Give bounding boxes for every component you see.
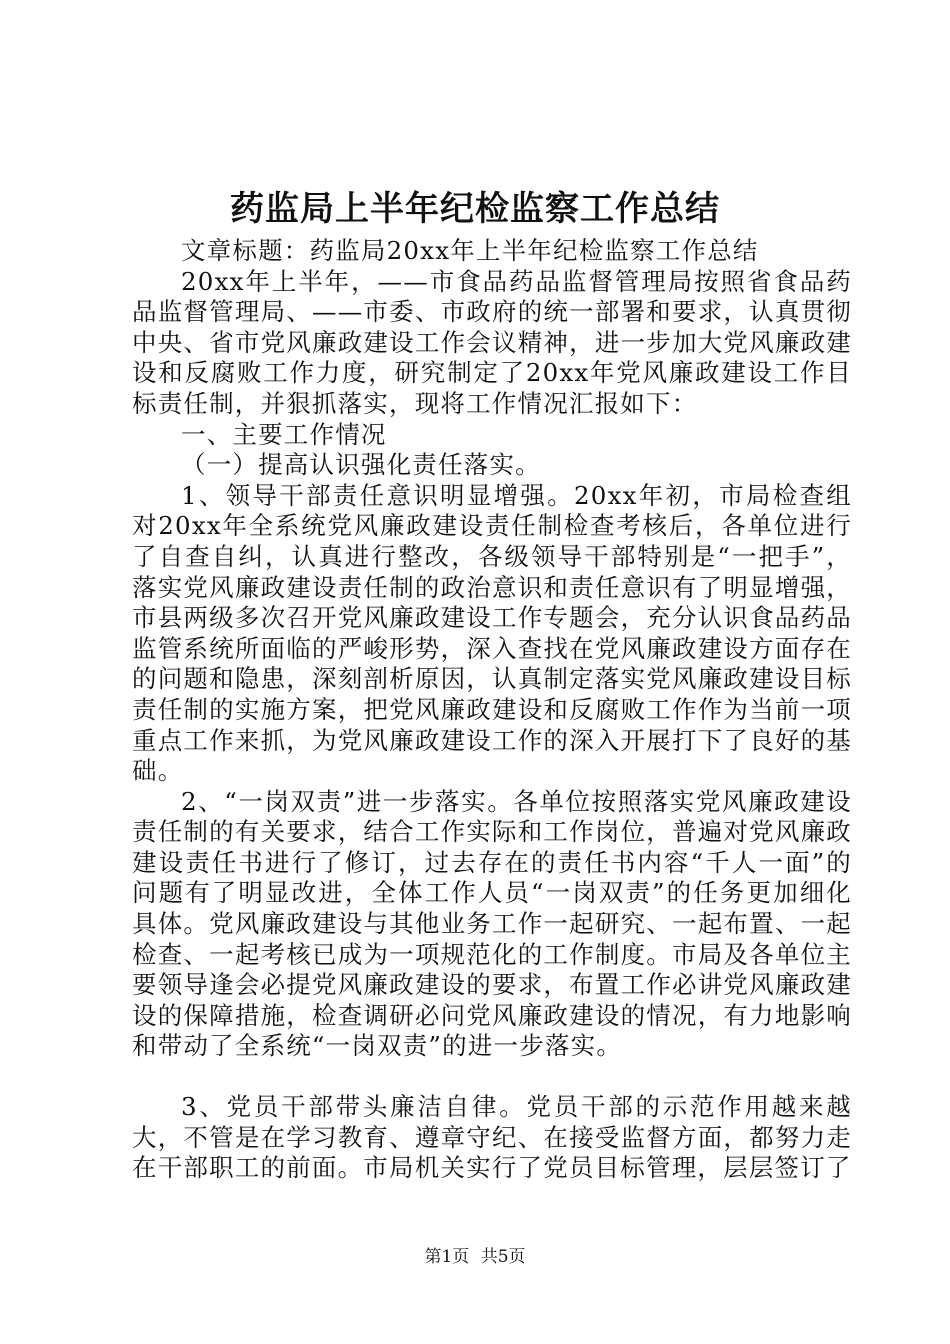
document-body xyxy=(132,236,852,1184)
body-paragraph: 1、领导干部责任意识明显增强。20xx年初，市局检查组对20xx年全系统党风廉政建设责任制检查考核后，各单位进行了自查自纠，认真进行整改，各级领导干部特别是“一把手”，落实党风廉政建设责任制的政治意识和责任意识有了明显增强，市县两级多次召开党风廉政建设工作专题会，充分认识食品药品监管系统所面临的严峻形势，深入查找在党风廉政建设方面存在的问题和隐患，深刻剖析原因，认真制定落实党风廉政建设目标责任制的实施方案，把党风廉政建设和反腐败工作作为当前一项重点工作来抓，为党风廉政建设工作的深入开展打下了良好的基础。 xyxy=(132,480,852,786)
subsection-heading: （一）提高认识强化责任落实。 xyxy=(181,450,541,480)
section-heading: 一、主要工作情况 xyxy=(181,419,387,449)
document-title: 药监局上半年纪检监察工作总结 xyxy=(230,189,720,229)
page-footer: 第1页 共5页 xyxy=(424,1247,526,1267)
article-title-line: 文章标题：药监局20xx年上半年纪检监察工作总结 xyxy=(181,236,759,265)
intro-paragraph: 20xx年上半年，——市食品药品监督管理局按照省食品药品监督管理局、——市委、市政府的统一部署和要求，认真贯彻中央、省市党风廉政建设工作会议精神，进一步加大党风廉政建设和反腐败工作力度，研究制定了20xx年党风廉政建设工作目标责任制，并狠抓落实，现将工作情况汇报如下： xyxy=(132,266,852,418)
body-paragraph: 2、“一岗双责”进一步落实。各单位按照落实党风廉政建设责任制的有关要求，结合工作实际和工作岗位，普遍对党风廉政建设责任书进行了修订，过去存在的责任书内容“千人一面”的问题有了明显改进，全体工作人员“一岗双责”的任务更加细化具体。党风廉政建设与其他业务工作一起研究、一起布置、一起检查、一起考核已成为一项规范化的工作制度。市局及各单位主要领导逢会必提党风廉政建设的要求，布置工作必讲党风廉政建设的保障措施，检查调研必问党风廉政建设的情况，有力地影响和带动了全系统“一岗双责”的进一步落实。 xyxy=(132,786,852,1061)
body-paragraph: 3、党员干部带头廉洁自律。党员干部的示范作用越来越大，不管是在学习教育、遵章守纪、在接受监督方面，都努力走在干部职工的前面。市局机关实行了党员目标管理，层层签订了 xyxy=(132,1092,852,1183)
